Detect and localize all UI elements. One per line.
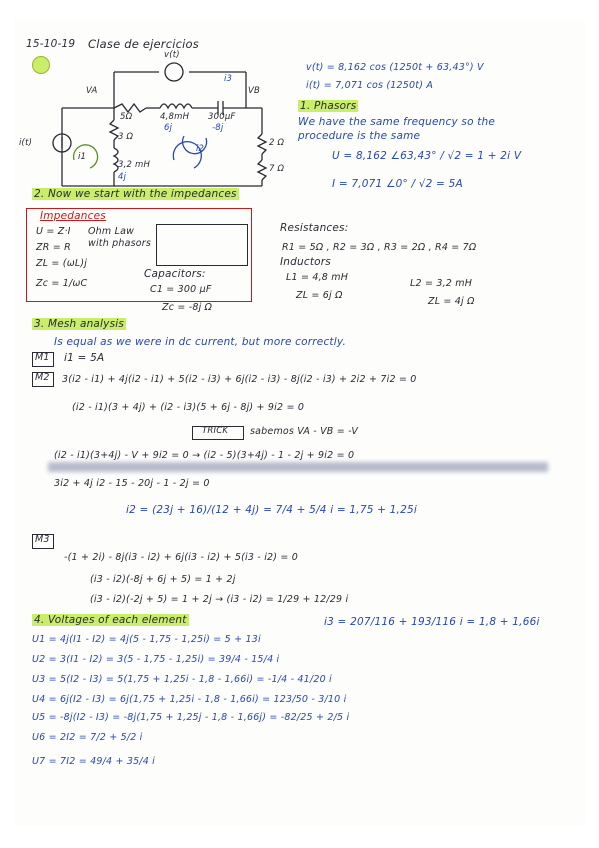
zr-formula: ZR = R [36,242,71,253]
m2-line-3: (i2 - i1)(3+4j) - V + 9i2 = 0 → (i2 - 5)(3+4j) - 1 - 2j + 9i2 = 0 [54,450,355,461]
c1-value: C1 = 300 μF [150,284,212,295]
inductors-title: Inductors [280,256,331,268]
m2-line-2: (i2 - i1)(3 + 4j) + (i2 - i3)(5 + 6j - 8j) + 9i2 = 0 [72,402,305,413]
phasors-heading: 1. Phasors [300,100,357,112]
resistances-values: R1 = 5Ω , R2 = 3Ω , R3 = 2Ω , R4 = 7Ω [282,242,477,253]
l2-value: L2 = 3,2 mH [410,278,473,289]
resistances-title: Resistances: [280,222,349,234]
trick-text: sabemos VA - VB = -V [250,426,359,437]
zc-formula: Zc = 1/ωC [36,278,88,289]
zl2-value: ZL = 4j Ω [428,296,475,307]
impedances-heading: 2. Now we start with the impedances [34,188,237,200]
source-v-label: v(t) [164,50,180,60]
u6-equation: U6 = 2I2 = 7/2 + 5/2 i [32,732,143,743]
ohm-law-formula: U = Z·I [36,226,71,237]
notebook-page [14,20,585,826]
zl-formula: ZL = (ωL)j [36,258,88,269]
phasor-u: U = 8,162 ∠63,43° / √2 = 1 + 2i V [332,150,522,162]
m3-label: M3 [35,534,50,545]
mesh-heading: 3. Mesh analysis [34,318,125,330]
m1-label: M1 [35,352,50,363]
m2-line-4: 3i2 + 4j i2 - 15 - 20j - 1 - 2j = 0 [54,478,210,489]
voltages-heading: 4. Voltages of each element [34,614,187,626]
i3-label: i3 [224,74,233,84]
c300-label: 300μF [208,112,236,122]
u7-equation: U7 = 7I2 = 49/4 + 35/4 i [32,756,156,767]
m2-line-1: 3(i2 - i1) + 4j(i2 - i1) + 5(i2 - i3) + 6j(i2 - i3) - 8j(i2 - i3) + 2i2 + 7i2 = 0 [62,374,417,385]
l1-value: L1 = 4,8 mH [286,272,349,283]
r7-label: 7 Ω [269,164,285,174]
m1-equation: i1 = 5A [64,352,105,364]
i2-label: i2 [196,144,205,154]
u2-equation: U2 = 3(I1 - I2) = 3(5 - 1,75 - 1,25i) = 39/4 - 15/4 i [32,654,280,665]
m3-line-1: -(1 + 2i) - 8j(i3 - i2) + 6j(i3 - i2) + 5(i3 - i2) = 0 [64,552,299,563]
m3-result: i3 = 207/116 + 193/116 i = 1,8 + 1,66i [324,616,540,628]
given-v: v(t) = 8,162 cos (1250t + 63,43°) V [306,62,484,73]
z4j-label: 4j [118,172,127,182]
page-title: Clase de ejercicios [88,37,199,51]
m2-label: M2 [35,372,50,383]
u1-equation: U1 = 4j(I1 - I2) = 4j(5 - 1,75 - 1,25i) = 5 + 13i [32,634,261,645]
trick-label: TRICK [202,426,229,436]
m3-line-3: (i3 - i2)(-2j + 5) = 1 + 2j → (i3 - i2) = 1/29 + 12/29 i [90,594,349,605]
capacitors-title: Capacitors: [144,268,206,280]
phasors-text-2: procedure is the same [298,130,421,142]
node-b-label: VB [248,86,261,96]
ohm-law-sketch [156,224,248,266]
z6j-label: 6j [164,123,173,133]
m2-result: i2 = (23j + 16)/(12 + 4j) = 7/4 + 5/4 i = 1,75 + 1,25i [126,504,417,516]
given-i: i(t) = 7,071 cos (1250t) A [306,80,434,91]
r5-label: 5Ω [120,112,133,122]
phasors-text-1: We have the same frequency so the [298,116,496,128]
mesh-note: Is equal as we were in dc current, but more correctly. [54,336,346,348]
ohm-law-label-2: with phasors [88,238,152,249]
date: 15-10-19 [26,38,76,50]
l32-label: 3,2 mH [118,160,151,170]
u3-equation: U3 = 5(I2 - I3) = 5(1,75 + 1,25i - 1,8 - 1,66i) = -1/4 - 41/20 i [32,674,332,685]
phasor-i: I = 7,071 ∠0° / √2 = 5A [332,178,463,190]
u4-equation: U4 = 6j(I2 - I3) = 6j(1,75 + 1,25i - 1,8 - 1,66i) = 123/50 - 3/10 i [32,694,347,705]
node-a-label: VA [86,86,98,96]
zc1-value: Zc = -8j Ω [162,302,213,313]
m3-line-2: (i3 - i2)(-8j + 6j + 5) = 1 + 2j [90,574,236,585]
ohm-law-label-1: Ohm Law [88,226,135,237]
r3-label: 3 Ω [118,132,134,142]
zl1-value: ZL = 6j Ω [296,290,343,301]
i1-label: i1 [78,152,87,162]
impedances-box-title: Impedances [40,210,106,222]
source-i-label: i(t) [19,138,33,148]
l48-label: 4,8mH [160,112,190,122]
r2-label: 2 Ω [269,138,285,148]
zm8j-label: -8j [212,123,224,133]
smudge-1 [48,462,548,472]
u5-equation: U5 = -8j(I2 - I3) = -8j(1,75 + 1,25j - 1,8 - 1,66j) = -82/25 + 2/5 i [32,712,350,723]
